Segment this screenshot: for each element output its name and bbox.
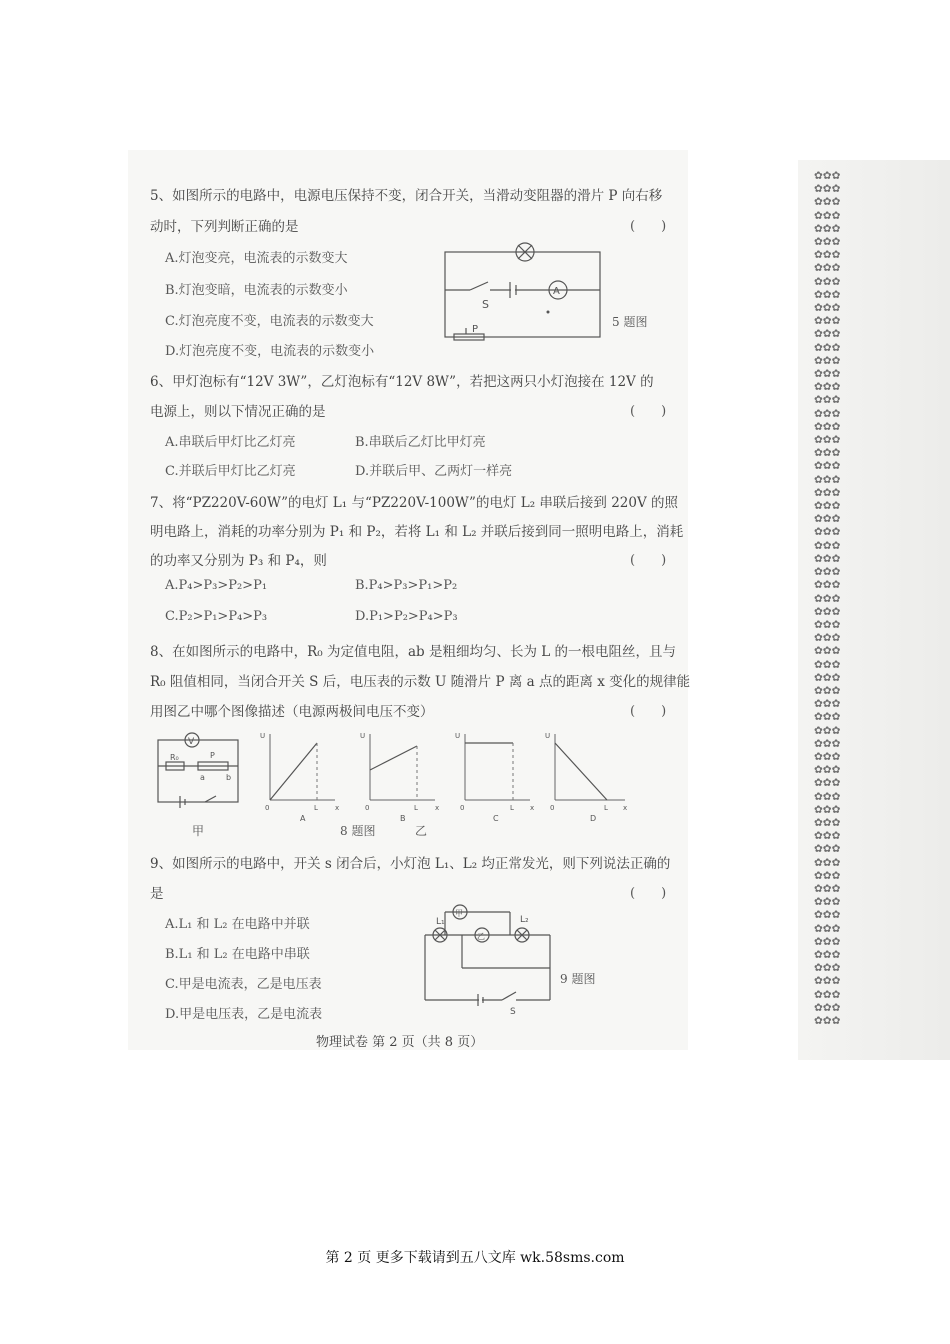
- q8-a-label: a: [200, 773, 205, 782]
- decoration-row: ✿✿✿: [814, 869, 841, 882]
- q6-answer-paren: ( ): [630, 404, 667, 419]
- q5-option-b: B.灯泡变暗，电流表的示数变小: [165, 283, 348, 298]
- q8-graph-d: [545, 732, 627, 823]
- decoration-row: ✿✿✿: [814, 843, 841, 856]
- decoration-row: ✿✿✿: [814, 605, 841, 618]
- decoration-row: ✿✿✿: [814, 579, 841, 592]
- q8-b-label: b: [226, 773, 232, 782]
- q9-l1-label: L₁: [436, 917, 445, 927]
- decoration-row: ✿✿✿: [814, 962, 841, 975]
- q8-axis-o-b: 0: [365, 804, 370, 812]
- q7-stem-line-2: 明电路上，消耗的功率分别为 P₁ 和 P₂，若将 L₁ 和 L₂ 并联后接到同一照明电路上，消耗: [150, 524, 684, 540]
- decoration-row: ✿✿✿: [814, 275, 841, 288]
- inner-page-footer: 物理试卷 第 2 页（共 8 页）: [316, 1035, 484, 1050]
- decoration-row: ✿✿✿: [814, 249, 841, 262]
- q8-axis-u-c: U: [455, 732, 461, 740]
- q8-axis-l-b: L: [414, 804, 418, 812]
- q8-circuit-jia: [150, 728, 250, 808]
- q8-p-label: P: [210, 751, 215, 760]
- decoration-row: ✿✿✿: [814, 684, 841, 697]
- decoration-row: ✿✿✿: [814, 222, 841, 235]
- decoration-row: ✿✿✿: [814, 896, 841, 909]
- decoration-row: ✿✿✿: [814, 236, 841, 249]
- q8-axis-x-b: x: [435, 804, 440, 812]
- q8-stem-line-3: 用图乙中哪个图像描述（电源两极间电压不变）: [150, 704, 434, 720]
- decoration-row: ✿✿✿: [814, 592, 841, 605]
- q8-axis-o-d: 0: [550, 804, 555, 812]
- decoration-row: ✿✿✿: [814, 816, 841, 829]
- decoration-row: ✿✿✿: [814, 354, 841, 367]
- q7-option-c: C.P₂>P₁>P₄>P₃: [165, 609, 268, 624]
- decoration-row: ✿✿✿: [814, 381, 841, 394]
- q8-axis-o-a: 0: [265, 804, 270, 812]
- q8-graph-b: [360, 732, 439, 823]
- q5-slider-label: P: [472, 324, 479, 335]
- q5-option-a: A.灯泡变亮，电流表的示数变大: [165, 251, 348, 266]
- decoration-row: ✿✿✿: [814, 658, 841, 671]
- q7-option-d: D.P₁>P₂>P₄>P₃: [355, 609, 458, 624]
- decoration-row: ✿✿✿: [814, 777, 841, 790]
- q6-option-b: B.串联后乙灯比甲灯亮: [355, 435, 486, 450]
- q8-axis-l-d: L: [604, 804, 608, 812]
- q5-option-d: D.灯泡亮度不变，电流表的示数变小: [165, 344, 375, 359]
- q8-r0-label: R₀: [170, 753, 179, 762]
- q8-graph-a: [260, 732, 339, 823]
- q9-option-c: C.甲是电流表，乙是电压表: [165, 977, 322, 992]
- q5-stem-line-1: 5、如图所示的电路中，电源电压保持不变，闭合开关，当滑动变阻器的滑片 P 向右移: [150, 188, 663, 204]
- q5-circuit-diagram: [430, 232, 610, 350]
- q8-graphs-yi: [255, 728, 645, 823]
- q8-stem-line-1: 8、在如图所示的电路中，R₀ 为定值电阻，ab 是粗细均匀、长为 L 的一根电阻丝，且与: [150, 644, 676, 660]
- decoration-row: ✿✿✿: [814, 420, 841, 433]
- q7-stem-line-1: 7、将“PZ220V-60W”的电灯 L₁ 与“PZ220V-100W”的电灯 L₂ 串联后接到 220V 的照: [150, 495, 679, 511]
- q9-l2-label: L₂: [520, 915, 529, 925]
- q9-option-d: D.甲是电压表，乙是电流表: [165, 1007, 323, 1022]
- q7-stem-line-3: 的功率又分别为 P₃ 和 P₄，则: [150, 553, 327, 569]
- decoration-row: ✿✿✿: [814, 737, 841, 750]
- q8-axis-x-c: x: [530, 804, 535, 812]
- decoration-row: ✿✿✿: [814, 288, 841, 301]
- q6-option-c: C.并联后甲灯比乙灯亮: [165, 464, 296, 479]
- q8-axis-l-c: L: [510, 804, 514, 812]
- decoration-row: ✿✿✿: [814, 750, 841, 763]
- decoration-row: ✿✿✿: [814, 988, 841, 1001]
- decoration-row: ✿✿✿: [814, 341, 841, 354]
- q8-label-yi: 乙: [415, 824, 428, 838]
- q9-yi-label: 乙: [477, 932, 485, 941]
- decoration-row: ✿✿✿: [814, 368, 841, 381]
- decoration-row: ✿✿✿: [814, 632, 841, 645]
- q8-figure-caption: 8 题图: [340, 824, 376, 838]
- decoration-row: ✿✿✿: [814, 724, 841, 737]
- decoration-row: ✿✿✿: [814, 500, 841, 513]
- q8-graph-c: [455, 732, 534, 823]
- decoration-row: ✿✿✿: [814, 671, 841, 684]
- decoration-row: ✿✿✿: [814, 262, 841, 275]
- decoration-row: ✿✿✿: [814, 394, 841, 407]
- q5-option-c: C.灯泡亮度不变，电流表的示数变大: [165, 314, 374, 329]
- q7-answer-paren: ( ): [630, 553, 667, 568]
- decoration-row: ✿✿✿: [814, 460, 841, 473]
- q8-stem-line-2: R₀ 阻值相同，当闭合开关 S 后，电压表的示数 U 随滑片 P 离 a 点的距离 x 变化的规律能: [150, 674, 691, 690]
- decoration-row: ✿✿✿: [814, 328, 841, 341]
- decoration-row: ✿✿✿: [814, 526, 841, 539]
- q8-axis-x-a: x: [335, 804, 340, 812]
- q9-stem-line-1: 9、如图所示的电路中，开关 s 闭合后，小灯泡 L₁、L₂ 均正常发光，则下列说法正确的: [150, 856, 671, 872]
- q6-stem-line-2: 电源上，则以下情况正确的是: [150, 404, 326, 420]
- q8-graph-label-b: B: [400, 814, 406, 823]
- decoration-row: ✿✿✿: [814, 803, 841, 816]
- decoration-row: ✿✿✿: [814, 830, 841, 843]
- decoration-row: ✿✿✿: [814, 407, 841, 420]
- decoration-row: ✿✿✿: [814, 882, 841, 895]
- q8-axis-u-b: U: [360, 732, 366, 740]
- decoration-row: ✿✿✿: [814, 196, 841, 209]
- q9-jia-label: 甲: [455, 909, 463, 918]
- q8-graph-label-c: C: [493, 814, 499, 823]
- q8-voltmeter-label: V: [188, 737, 195, 747]
- q8-axis-u-d: U: [545, 732, 551, 740]
- decoration-row: ✿✿✿: [814, 447, 841, 460]
- decoration-row: ✿✿✿: [814, 183, 841, 196]
- decoration-row: ✿✿✿: [814, 698, 841, 711]
- q6-stem-line-1: 6、甲灯泡标有“12V 3W”，乙灯泡标有“12V 8W”，若把这两只小灯泡接在 12V 的: [150, 374, 654, 390]
- decoration-row: ✿✿✿: [814, 856, 841, 869]
- q5-figure-caption: 5 题图: [612, 315, 648, 329]
- q6-option-a: A.串联后甲灯比乙灯亮: [165, 435, 296, 450]
- q9-circuit-diagram: [410, 900, 555, 1015]
- q8-answer-paren: ( ): [630, 704, 667, 719]
- q6-option-d: D.并联后甲、乙两灯一样亮: [355, 464, 513, 479]
- decoration-row: ✿✿✿: [814, 764, 841, 777]
- decoration-row: ✿✿✿: [814, 948, 841, 961]
- q5-stem-line-2: 动时，下列判断正确的是: [150, 219, 299, 235]
- decoration-row: ✿✿✿: [814, 170, 841, 182]
- decoration-row: ✿✿✿: [814, 473, 841, 486]
- q9-option-b: B.L₁ 和 L₂ 在电路中串联: [165, 947, 310, 962]
- decoration-row: ✿✿✿: [814, 302, 841, 315]
- decoration-row: ✿✿✿: [814, 539, 841, 552]
- q8-graph-label-a: A: [300, 814, 306, 823]
- q9-figure-caption: 9 题图: [560, 972, 596, 986]
- q8-label-jia: 甲: [192, 824, 205, 838]
- q8-graph-label-d: D: [590, 814, 597, 823]
- q7-option-a: A.P₄>P₃>P₂>P₁: [165, 578, 268, 593]
- q8-axis-o-c: 0: [460, 804, 465, 812]
- decoration-row: ✿✿✿: [814, 909, 841, 922]
- q8-axis-x-d: x: [623, 804, 628, 812]
- decoration-row: ✿✿✿: [814, 975, 841, 988]
- decoration-row: ✿✿✿: [814, 552, 841, 565]
- decoration-row: ✿✿✿: [814, 1015, 841, 1027]
- q9-answer-paren: ( ): [630, 886, 667, 901]
- q9-s-label: S: [510, 1007, 516, 1015]
- binding-edge-decoration: [814, 170, 862, 1030]
- q9-option-a: A.L₁ 和 L₂ 在电路中并联: [165, 917, 310, 932]
- decoration-row: ✿✿✿: [814, 486, 841, 499]
- decoration-row: ✿✿✿: [814, 1001, 841, 1014]
- decoration-row: ✿✿✿: [814, 513, 841, 526]
- decoration-row: ✿✿✿: [814, 790, 841, 803]
- decoration-row: ✿✿✿: [814, 645, 841, 658]
- q5-answer-paren: ( ): [630, 219, 667, 234]
- decoration-row: ✿✿✿: [814, 922, 841, 935]
- q8-axis-l-a: L: [314, 804, 318, 812]
- q8-axis-u-a: U: [260, 732, 266, 740]
- q7-option-b: B.P₄>P₃>P₁>P₂: [355, 578, 458, 593]
- decoration-row: ✿✿✿: [814, 209, 841, 222]
- decoration-row: ✿✿✿: [814, 566, 841, 579]
- q9-stem-line-2: 是: [150, 886, 164, 902]
- decoration-row: ✿✿✿: [814, 935, 841, 948]
- decoration-row: ✿✿✿: [814, 434, 841, 447]
- q5-ammeter-label: A: [553, 286, 560, 297]
- decoration-row: ✿✿✿: [814, 315, 841, 328]
- decoration-row: ✿✿✿: [814, 618, 841, 631]
- page-footer: 第 2 页 更多下载请到五八文库 wk.58sms.com: [325, 1250, 625, 1266]
- q5-switch-label: S: [482, 298, 489, 311]
- decoration-row: ✿✿✿: [814, 711, 841, 724]
